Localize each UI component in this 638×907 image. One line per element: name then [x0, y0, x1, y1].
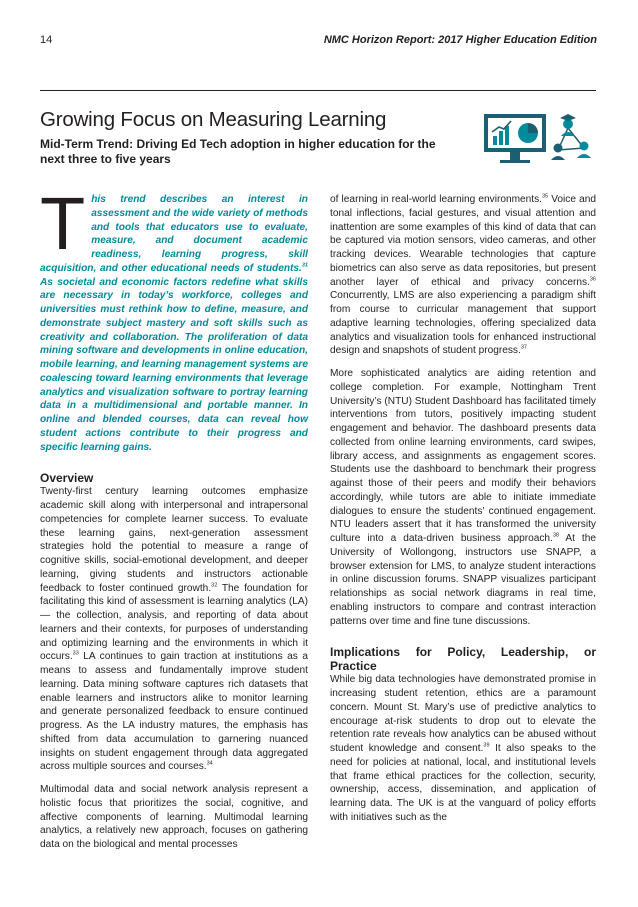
- monitor-chart-icon: [480, 110, 595, 166]
- header-rule: [40, 90, 596, 91]
- subtitle: Mid-Term Trend: Driving Ed Tech adoption in higher education for the next three to five years: [40, 137, 436, 166]
- overview-paragraph-1: Twenty-first century learning outcomes emphasize academic skill along with interpersonal and intrapersonal competencies for complete learner success. To evaluate these learning gains, next-generation assessment strategies hold the potential to measure a range of cognitive skills, social-emotional development, and deeper learning, giving students and instructors actionable feedback to foster continued growth.$^{32}$ The foundation for facilitating this kind of assessment is learning analytics (LA) — the collection, analysis, and reporting of data about learners and their contexts, for purposes of understanding and optimizing learning and the environments in which it occurs.$^{33}$ LA continues to gain traction at institutions as a means to assess and fundamentally improve student learning. Data mining software captures rich datasets that enable learners and instructors alike to monitor learning and generate personalized feedback to ensure continued progress. As the LA industry matures, the emphasis has shifted from data accumulation to garnering nuanced insights on student engagement through data aggregated across multiple sources and courses.$^{34}$: [40, 486, 309, 773]
- right-column: [330, 193, 596, 825]
- drop-cap: T: [40, 182, 86, 265]
- report-title: NMC Horizon Report: 2017 Higher Education Edition: [323, 34, 597, 46]
- overview-heading: Overview: [40, 471, 94, 486]
- topic-icons: [480, 110, 595, 166]
- page-title: Growing Focus on Measuring Learning: [40, 108, 387, 131]
- implications-paragraph: While big data technologies have demonstrated promise in increasing student retention, ethics are a paramount concern. Mount St. Mary’s use of predictive analytics to encourage at-risk students to drop out to elevate the retention rate reveals how analytics can be abused without student knowledge and consent.$^{39}$ It also speaks to the need for policies at national, local, and institutional levels that frame ethical practices for the collection, security, ownership, access, dissemination, and application of learning data. The UK is at the vanguard of policy efforts with initiatives such as the: [330, 674, 596, 823]
- intro-paragraph: This trend describes an interest in assessment and the wide variety of methods and tools that educators use to evaluate, measure, and document academic readiness, learning progress, skill acquisition, and other educational needs of students.$^{31}$ As societal and economic factors redefine what skills are necessary in today’s workforce, colleges and universities must rethink how to define, measure, and demonstrate subject mastery and soft skills such as creativity and collaboration. The proliferation of data mining software and developments in online education, mobile learning, and learning management systems are coalescing toward learning environments that leverage analytics and visualization software to portray learning data in a multidimensional and portable manner. In online and blended courses, data can reveal how student actions contribute to their progress and specific learning gains.: [40, 182, 308, 453]
- right-paragraph-2: More sophisticated analytics are aiding retention and college completion. For example, Nottingham Trent University’s (NTU) Student Dashboard has facilitated timely interventions from tutors, positively impacting student engagement and behavior. The dashboard presents data collected from online learning environments, card swipes, library access, and assignments as engagement scores. Students use the dashboard to benchmark their progress against those of their peers and modify their behaviors accordingly, while tutors are able to initiate immediate dialogues to ensure the students’ continued engagement. NTU leaders assert that it has transformed the university culture into a data-driven business approach.$^{38}$ At the University of Wollongong, instructors use SNAPP, a browser extension for LMS, to analyze student interactions in online discussion forums. SNAPP visualizes participant relationships as social network diagrams in real time, enabling instructors to compare and contrast interaction patterns over time and fine tune discussions.: [330, 368, 596, 627]
- implications-heading: Implications for Policy, Leadership, or Practice: [330, 645, 596, 674]
- students-network-icon: [551, 114, 591, 160]
- page-number: 14: [40, 34, 53, 46]
- overview-paragraph-2: Multimodal data and social network analysis represent a holistic focus that prioritizes the social, cognitive, and affective components of learning. Multimodal learning analytics, a relatively new approach, focuses on gathering data on the biological and mental processes: [40, 784, 308, 850]
- left-column: [40, 182, 309, 852]
- right-paragraph-1: of learning in real-world learning environments.$^{35}$ Voice and tonal inflections, facial gestures, and visual attention and inattention are some examples of this kind of data that can be captured via motion sensors, video cameras, and other tracking devices. Wearable technologies that capture biometrics can also serve as data repositories, but present another layer of ethical and privacy concerns.$^{36}$ Concurrently, LMS are also experiencing a paradigm shift from course to curricular management that support adaptive learning technologies, offering specialized data analytics and visualization tools for enhanced instructional design and snapshots of student progress.$^{37}$: [330, 193, 596, 357]
